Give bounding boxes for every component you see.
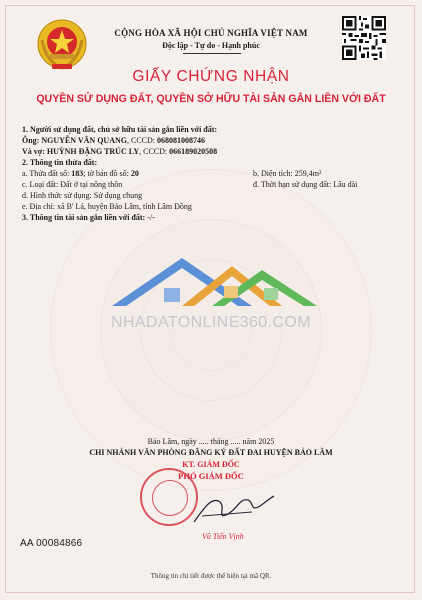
qr-code-icon[interactable] bbox=[342, 16, 386, 60]
certificate-title: GIẤY CHỨNG NHẬN bbox=[132, 68, 290, 85]
watermark-text: NHADATONLINE360.COM bbox=[111, 314, 311, 331]
owner-id-label: , CCCD: bbox=[126, 136, 157, 145]
owner-id: 068081008746 bbox=[157, 136, 205, 145]
section3-line bbox=[22, 213, 155, 223]
spouse-prefix: Và vợ: bbox=[22, 147, 47, 156]
address-field: e. Địa chỉ: xã B' Lá, huyện Bảo Lâm, tỉnh Lâm Đồng bbox=[22, 202, 192, 211]
signer-name: Vũ Tiến Vịnh bbox=[202, 532, 244, 541]
parcel-number: 183 bbox=[71, 169, 84, 178]
map-sheet-number: 20 bbox=[130, 169, 139, 178]
issuing-office: CHI NHÁNH VĂN PHÒNG ĐĂNG KÝ ĐẤT ĐAI HUYỆN BẢO LÂM bbox=[89, 448, 333, 457]
on-behalf-title: KT. GIÁM ĐỐC bbox=[182, 460, 240, 469]
handwritten-signature-icon bbox=[190, 478, 276, 530]
deputy-director-title: PHÓ GIÁM ĐỐC bbox=[178, 471, 244, 481]
spouse-name: HUỲNH ĐẶNG TRÚC LY bbox=[46, 147, 140, 156]
country-header: CỘNG HÒA XÃ HỘI CHỦ NGHĨA VIỆT NAM bbox=[114, 28, 308, 38]
use-form-field: d. Hình thức sử dụng: Sử dụng chung bbox=[22, 191, 143, 200]
house-logo-icon bbox=[112, 244, 322, 316]
certificate-serial: AA 00084866 bbox=[20, 538, 83, 549]
area-field: b. Diện tích: 259,4m² bbox=[253, 169, 322, 178]
issue-date: Bảo Lâm, ngày ..... tháng ..... năm 2025 bbox=[147, 437, 275, 446]
parcel-line bbox=[22, 169, 139, 179]
map-sheet-label: ; tờ bản đồ số: bbox=[83, 169, 131, 178]
owner-name: NGUYỄN VĂN QUANG bbox=[41, 136, 127, 145]
national-motto: Độc lập - Tự do - Hạnh phúc bbox=[162, 41, 260, 50]
section1-heading: 1. Người sử dụng đất, chủ sở hữu tài sản gắn liền với đất: bbox=[22, 125, 218, 134]
owner-prefix: Ông: bbox=[22, 136, 42, 145]
owner-line bbox=[22, 136, 205, 146]
spouse-line bbox=[22, 147, 217, 157]
certificate-subtitle: QUYỀN SỬ DỤNG ĐẤT, QUYỀN SỞ HỮU TÀI SẢN GẮN LIỀN VỚI ĐẤT bbox=[36, 93, 386, 105]
parcel-label: a. Thửa đất số: bbox=[22, 169, 72, 178]
section3-heading: 3. Thông tin tài sản gắn liền với đất: bbox=[22, 213, 148, 222]
qr-footer-note: Thông tin chi tiết được thể hiện tại mã QR. bbox=[150, 572, 272, 580]
use-term-field: đ. Thời hạn sử dụng đất: Lâu dài bbox=[253, 180, 358, 189]
section3-value: -/- bbox=[147, 213, 155, 222]
motto-underline bbox=[183, 53, 241, 54]
spouse-id-label: , CCCD: bbox=[139, 147, 170, 156]
land-type-field: c. Loại đất: Đất ở tại nông thôn bbox=[22, 180, 123, 189]
section2-heading: 2. Thông tin thửa đất: bbox=[22, 158, 98, 167]
spouse-id: 066189020508 bbox=[169, 147, 218, 156]
